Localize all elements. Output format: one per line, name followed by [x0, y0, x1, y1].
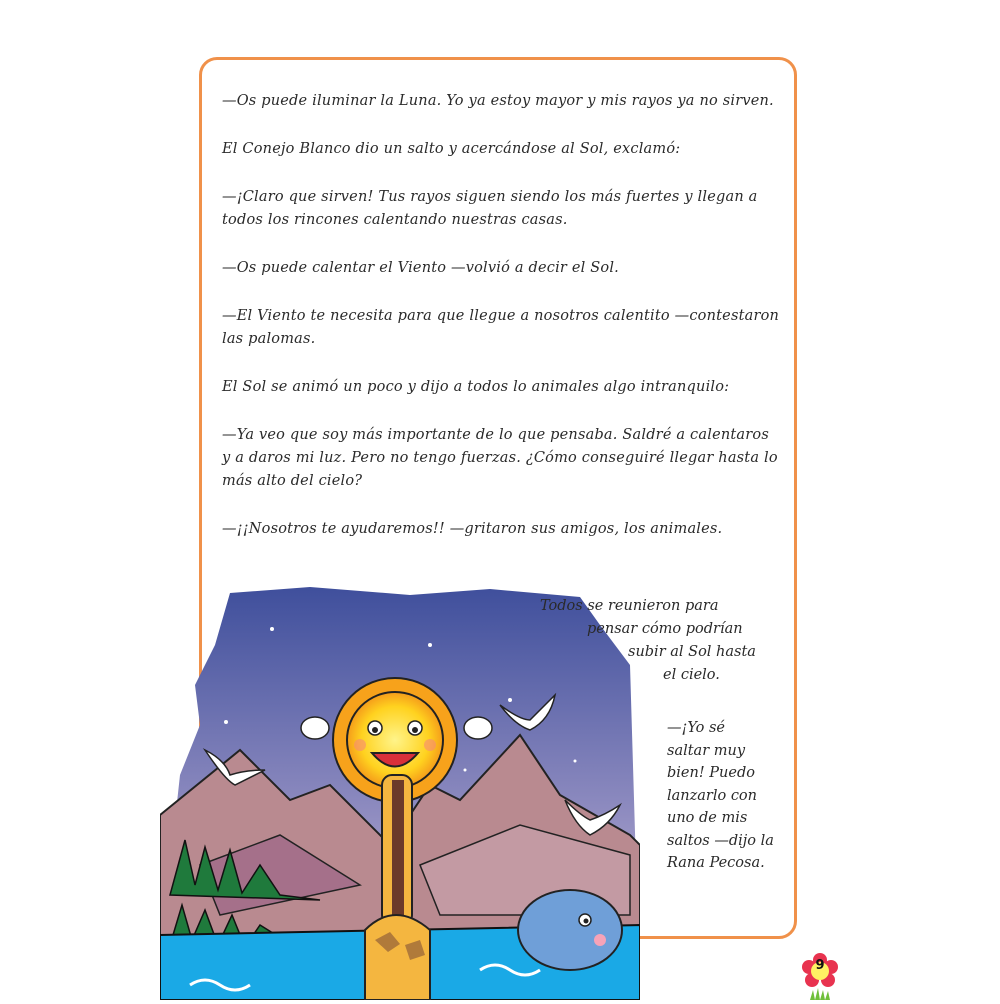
- story-text: [222, 90, 782, 566]
- side-line: lanzarlo con: [667, 787, 758, 804]
- paragraph: —Os puede iluminar la Luna. Yo ya estoy mayor y mis rayos ya no sirven.: [222, 93, 774, 109]
- paragraph: El Conejo Blanco dio un salto y acercándose al Sol, exclamó:: [222, 141, 681, 157]
- side-line: —¡Yo sé: [667, 720, 725, 736]
- page-number-badge: [800, 952, 840, 1000]
- side-line: Todos se reunieron para: [540, 598, 719, 614]
- side-line: saltar muy: [667, 742, 746, 759]
- side-line: Rana Pecosa.: [667, 855, 765, 871]
- paragraph: El Sol se animó un poco y dijo a todos lo animales algo intranquilo:: [222, 379, 730, 395]
- paragraph: —¡¡Nosotros te ayudaremos!! —gritaron sus amigos, los animales.: [222, 521, 723, 537]
- side-line: subir al Sol hasta: [628, 644, 756, 660]
- side-line: uno de mis: [667, 810, 748, 826]
- side-text-top: [520, 595, 760, 687]
- side-line: saltos —dijo la: [667, 832, 774, 849]
- paragraph: —Ya veo que soy más importante de lo que pensaba. Saldré a calentaros y a daros mi luz. Pero no tengo fuerzas. ¿Cómo conseguiré llegar hasta lo más alto del cielo?: [222, 427, 778, 489]
- paragraph: —El Viento te necesita para que llegue a nosotros calentito —contestaron las palomas.: [222, 308, 780, 347]
- side-line: bien! Puedo: [667, 765, 755, 781]
- side-text-bottom: [667, 717, 797, 875]
- side-line: el cielo.: [663, 667, 720, 683]
- side-line: pensar cómo podrían: [587, 621, 743, 637]
- paragraph: —Os puede calentar el Viento —volvió a decir el Sol.: [222, 260, 619, 276]
- whale-character: [518, 890, 622, 970]
- page-number: 9: [815, 958, 825, 973]
- paragraph: —¡Claro que sirven! Tus rayos siguen siendo los más fuertes y llegan a todos los rincones calentando nuestras casas.: [222, 189, 758, 228]
